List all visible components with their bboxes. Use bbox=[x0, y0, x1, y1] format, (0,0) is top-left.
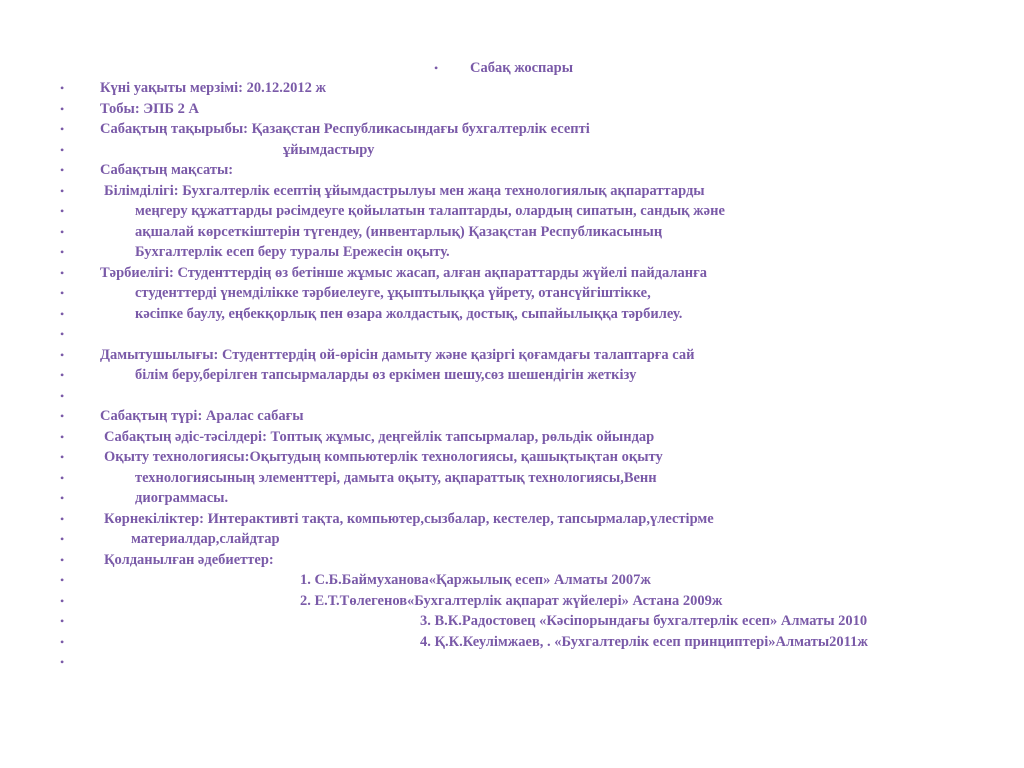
bullet: • bbox=[60, 102, 65, 116]
bullet: • bbox=[60, 266, 65, 280]
line-edu-cont bbox=[0, 201, 1024, 221]
line-development-cont bbox=[0, 365, 1024, 385]
line-text: Білімділігі: Бухгалтерлік есептің ұйымдастрылуы мен жаңа технологиялық ақпараттарды bbox=[104, 183, 705, 199]
bullet: • bbox=[60, 245, 65, 259]
bullet: • bbox=[60, 143, 65, 157]
line-text: Сабақтың түрі: Аралас сабағы bbox=[100, 408, 304, 424]
bullet: • bbox=[60, 553, 65, 567]
bullet: • bbox=[60, 450, 65, 464]
line-text: кәсіпке баулу, еңбекқорлық пен өзара жолдастық, достық, сыпайылыққа тәрбилеу. bbox=[135, 306, 683, 322]
line-text: 1. С.Б.Баймуханова«Қаржылық есеп» Алматы 2007ж bbox=[300, 572, 651, 588]
line-development bbox=[0, 345, 1024, 365]
bullet: • bbox=[60, 573, 65, 587]
line-lesson-type bbox=[0, 406, 1024, 426]
line-text: білім беру,берілген тапсырмаларды өз еркімен шешу,сөз шешендігін жеткізу bbox=[135, 367, 637, 383]
line-visual-aids-cont bbox=[0, 529, 1024, 549]
line-technology-cont bbox=[0, 468, 1024, 488]
line-technology-cont bbox=[0, 488, 1024, 508]
line-text: ұйымдастыру bbox=[283, 142, 375, 158]
bullet: • bbox=[60, 81, 65, 95]
bullet: • bbox=[60, 204, 65, 218]
bullet: • bbox=[60, 512, 65, 526]
bullet: • bbox=[60, 655, 65, 669]
line-text: меңгеру құжаттарды рәсімдеуге қойылатын талаптарды, олардың сипатын, сандық және bbox=[135, 203, 725, 219]
bullet: • bbox=[60, 184, 65, 198]
line-upbringing bbox=[0, 263, 1024, 283]
line-edu-cont bbox=[0, 222, 1024, 242]
line-text: Сабақтың әдіс-тәсілдері: Топтық жұмыс, деңгейлік тапсырмалар, рөльдік ойындар bbox=[104, 429, 655, 445]
line-text: Тобы: ЭПБ 2 А bbox=[100, 101, 199, 117]
line-text: Оқыту технологиясы:Оқытудың компьютерлік технологиясы, қашықтықтан оқыту bbox=[104, 449, 663, 465]
bullet: • bbox=[60, 430, 65, 444]
line-upbringing-cont bbox=[0, 283, 1024, 303]
line-technology bbox=[0, 447, 1024, 467]
line-reference bbox=[0, 591, 1024, 611]
line-text: Көрнекіліктер: Интерактивті тақта, компьютер,сызбалар, кестелер, тапсырмалар,үлестірме bbox=[104, 511, 714, 527]
line-upbringing-cont bbox=[0, 304, 1024, 324]
line-group bbox=[0, 99, 1024, 119]
title-row bbox=[0, 58, 1024, 78]
line-empty bbox=[0, 652, 1024, 672]
bullet: • bbox=[60, 122, 65, 136]
line-reference bbox=[0, 570, 1024, 590]
bullet: • bbox=[60, 307, 65, 321]
line-topic-cont bbox=[0, 140, 1024, 160]
line-text: 2. Е.Т.Төлегенов«Бухгалтерлік ақпарат жүйелері» Астана 2009ж bbox=[300, 593, 723, 609]
line-reference bbox=[0, 632, 1024, 652]
bullet: • bbox=[60, 635, 65, 649]
bullet: • bbox=[60, 471, 65, 485]
bullet: • bbox=[60, 409, 65, 423]
line-text: Бухгалтерлік есеп беру туралы Ережесін оқыту. bbox=[135, 244, 450, 260]
line-reference bbox=[0, 611, 1024, 631]
line-goal bbox=[0, 160, 1024, 180]
line-text: 4. Қ.К.Кеулімжаев, . «Бухгалтерлік есеп принциптері»Алматы2011ж bbox=[420, 634, 868, 650]
bullet: • bbox=[60, 594, 65, 608]
line-text: Сабақтың мақсаты: bbox=[100, 162, 234, 178]
bullet: • bbox=[60, 491, 65, 505]
line-text: Күні уақыты мерзімі: 20.12.2012 ж bbox=[100, 80, 326, 96]
bullet: • bbox=[60, 532, 65, 546]
bullet: • bbox=[434, 61, 439, 75]
line-text: технологиясының элементтері, дамыта оқыту, ақпараттық технологиясы,Венн bbox=[135, 470, 657, 486]
bullet: • bbox=[60, 614, 65, 628]
bullet: • bbox=[60, 286, 65, 300]
line-text: Дамытушылығы: Студенттердің ой-өрісін дамыту және қазіргі қоғамдағы талаптарға сай bbox=[100, 347, 695, 363]
line-text: Сабақтың тақырыбы: Қазақстан Республикасындағы бухгалтерлік есепті bbox=[100, 121, 590, 137]
line-date bbox=[0, 78, 1024, 98]
bullet: • bbox=[60, 389, 65, 403]
line-topic bbox=[0, 119, 1024, 139]
line-text: студенттерді үнемділікке тәрбиелеуге, ұқыптылыққа үйрету, отансүйгіштікке, bbox=[135, 285, 651, 301]
line-edu-cont bbox=[0, 242, 1024, 262]
bullet: • bbox=[60, 225, 65, 239]
line-empty bbox=[0, 386, 1024, 406]
line-edu bbox=[0, 181, 1024, 201]
line-text: Қолданылған әдебиеттер: bbox=[104, 552, 274, 568]
line-literature bbox=[0, 550, 1024, 570]
line-methods bbox=[0, 427, 1024, 447]
bullet: • bbox=[60, 348, 65, 362]
line-visual-aids bbox=[0, 509, 1024, 529]
line-empty bbox=[0, 324, 1024, 344]
slide-title: Сабақ жоспары bbox=[470, 60, 574, 76]
line-text: Тәрбиелігі: Студенттердің өз бетінше жұмыс жасап, алған ақпараттарды жүйелі пайдаланға bbox=[100, 265, 707, 281]
line-text: материалдар,слайдтар bbox=[131, 531, 280, 547]
line-text: 3. В.К.Радостовец «Кәсіпорындағы бухгалтерлік есеп» Алматы 2010 bbox=[420, 613, 868, 629]
line-text: диограммасы. bbox=[135, 490, 229, 506]
bullet: • bbox=[60, 327, 65, 341]
bullet: • bbox=[60, 368, 65, 382]
bullet: • bbox=[60, 163, 65, 177]
line-text: ақшалай көрсеткіштерін түгендеу, (инвентарлық) Қазақстан Республикасының bbox=[135, 224, 663, 240]
